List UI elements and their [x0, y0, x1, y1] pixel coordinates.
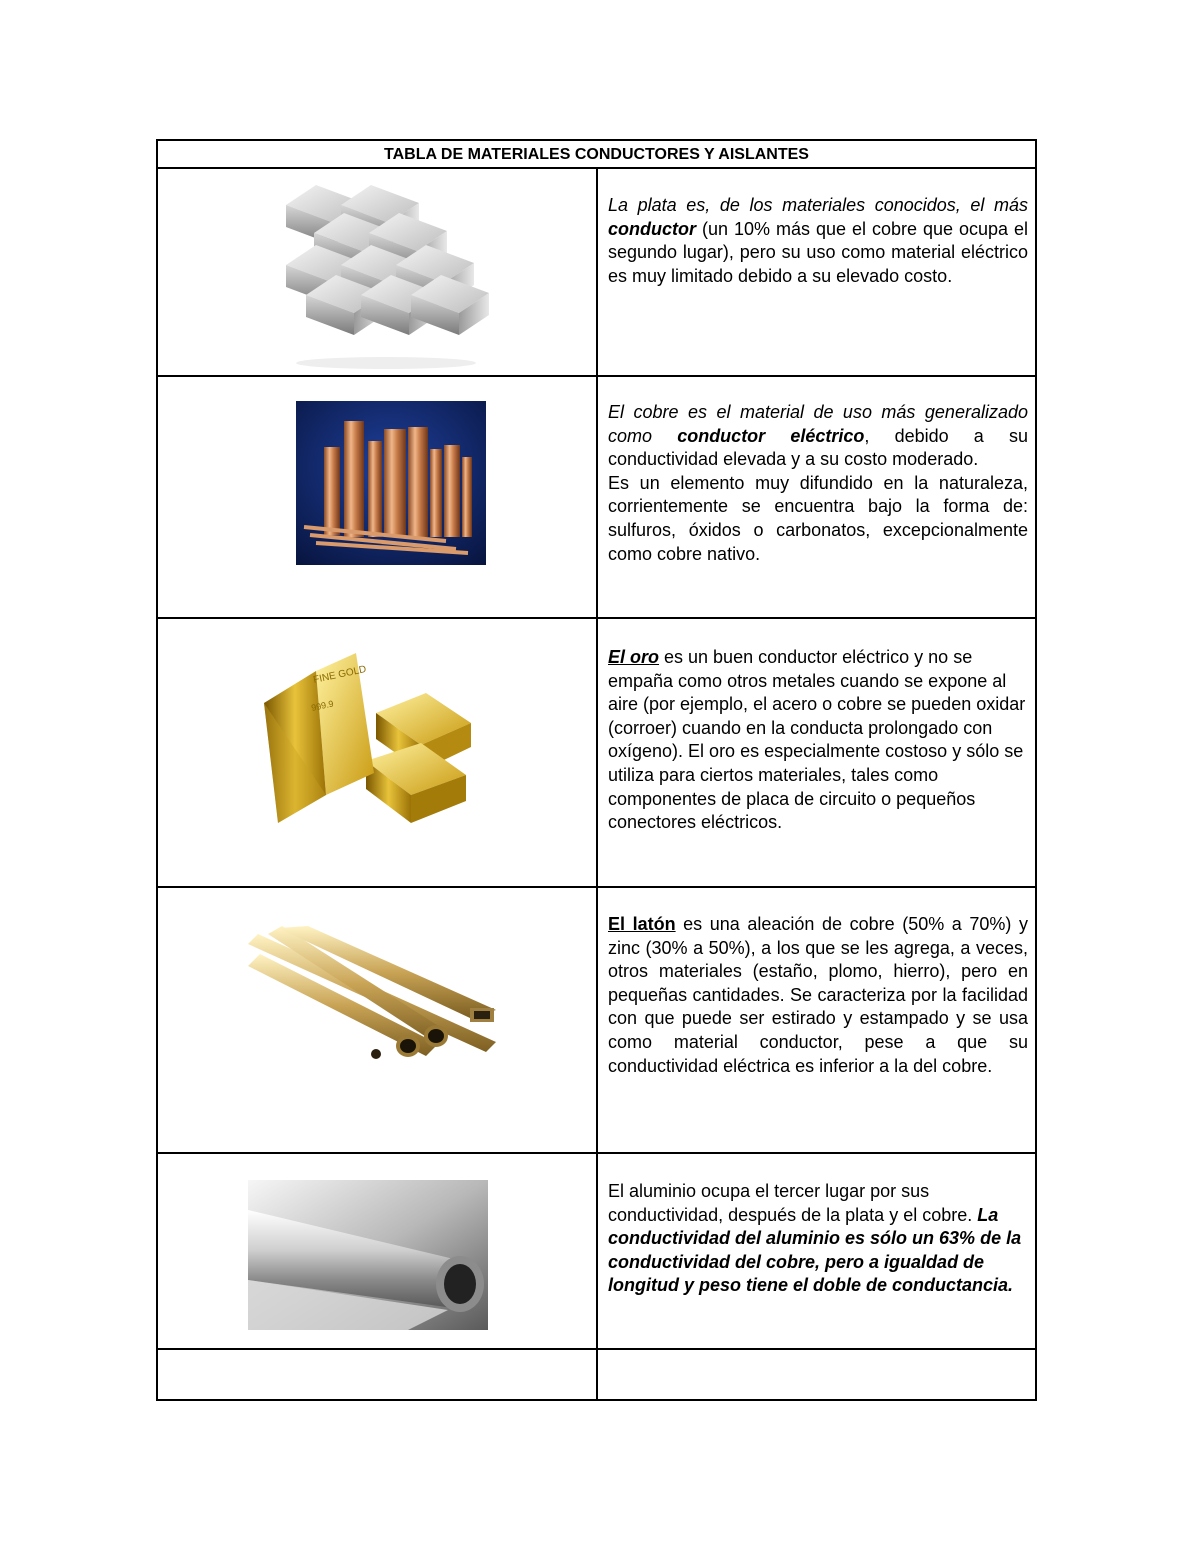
image-cell	[158, 888, 598, 1152]
brass-description: El latón es una aleación de cobre (50% a 70%) y zinc (30% a 50%), a los que se les agrega, a veces, otros materiales (estaño, plomo, hierro), pero en pequeñas cantidades. Se caracteriza por la facilidad con que puede ser estirado y estampado y se usa como material conductor, pese a que su conductividad eléctrica es inferior a la del cobre.	[608, 914, 1028, 1076]
aluminum-foil-image	[248, 1180, 488, 1330]
table-row	[158, 169, 1035, 377]
aluminum-description: El aluminio ocupa el tercer lugar por sus conductividad, después de la plata y el cobre. La conductividad del aluminio es sólo un 63% de la conductividad del cobre, pero a igualdad de longitud y peso tiene el doble de conductancia.	[608, 1181, 1022, 1296]
image-cell	[158, 377, 598, 617]
table-row	[158, 888, 1035, 1154]
silver-description: La plata es, de los materiales conocidos, el más conductor (un 10% más que el cobre que ocupa el segundo lugar), pero su uso como material eléctrico es muy limitado debido a su elevado costo.	[608, 195, 1028, 286]
image-cell	[158, 1350, 598, 1399]
gold-bars-image	[256, 653, 486, 843]
gold-bar-purity: 999.9	[310, 698, 335, 713]
copper-tubes-image	[296, 401, 486, 565]
image-cell	[158, 169, 598, 375]
image-cell	[158, 619, 598, 886]
text-cell	[598, 169, 1035, 375]
image-cell	[158, 1154, 598, 1348]
silver-bars-image	[286, 185, 491, 375]
table-row	[158, 377, 1035, 619]
materials-table	[156, 139, 1037, 1401]
gold-description: El oro es un buen conductor eléctrico y no se empaña como otros metales cuando se expone al aire (por ejemplo, el acero o cobre se pueden oxidar (corroer) cuando en la conducta prolongado con oxígeno). El oro es especialmente costoso y sólo se utiliza para ciertos materiales, tales como componentes de placa de circuito o pequeños conectores eléctricos.	[608, 647, 1026, 833]
text-cell	[598, 377, 1035, 617]
gold-bar-label: FINE GOLD	[312, 663, 368, 686]
table-title: TABLA DE MATERIALES CONDUCTORES Y AISLANTES	[158, 141, 1035, 169]
text-cell	[598, 888, 1035, 1152]
text-cell	[598, 619, 1035, 886]
copper-description: El cobre es el material de uso más generalizado como conductor eléctrico, debido a su conductividad elevada y a su costo moderado. Es un elemento muy difundido en la naturaleza, corrientemente se encuentra bajo la forma de: sulfuros, óxidos o carbonatos, excepcionalmente como cobre nativo.	[608, 402, 1028, 564]
table-row	[158, 1154, 1035, 1350]
brass-tubes-image	[248, 926, 500, 1076]
text-cell	[598, 1350, 1035, 1399]
table-row	[158, 619, 1035, 888]
table-row-empty	[158, 1350, 1035, 1399]
text-cell	[598, 1154, 1035, 1348]
